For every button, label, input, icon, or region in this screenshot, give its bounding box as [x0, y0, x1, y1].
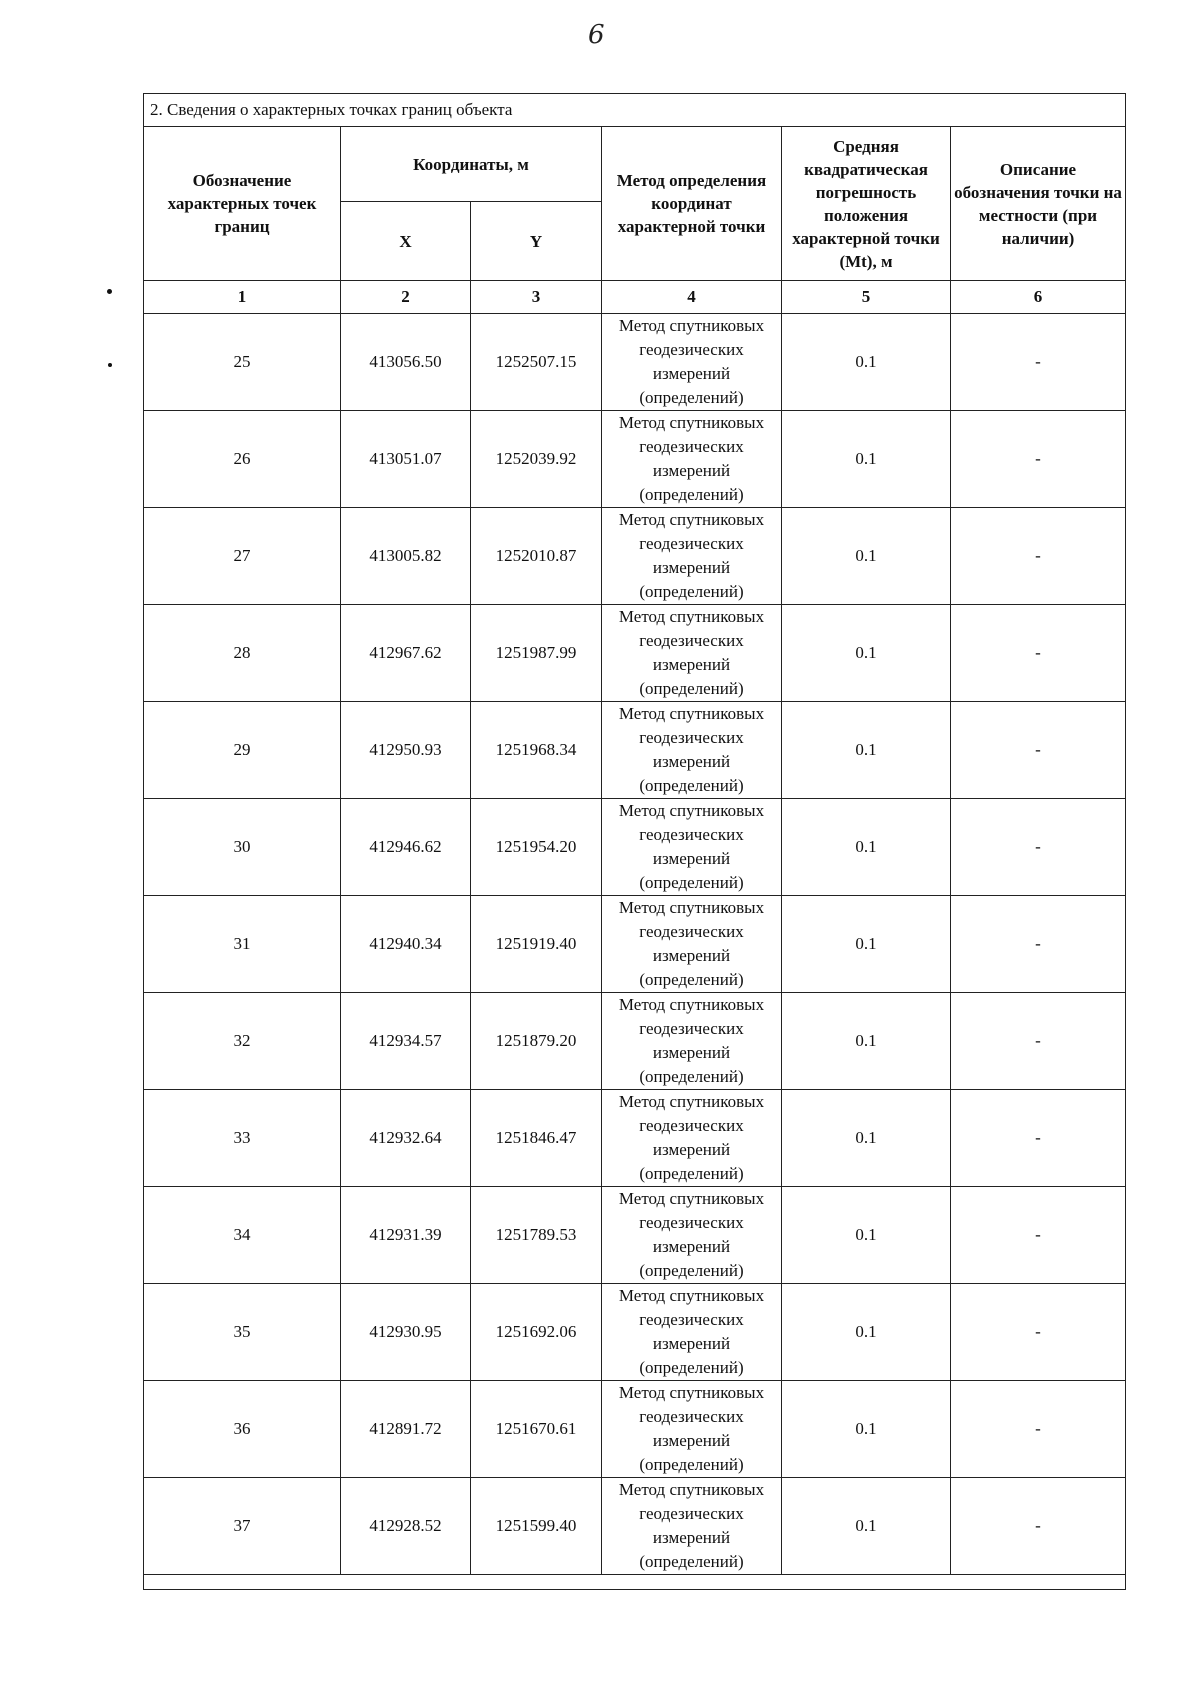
cell-coordinate-x: 412946.62 [341, 799, 471, 896]
cell-point-number: 25 [144, 314, 341, 411]
cell-method: Метод спутниковых геодезических измерений (определений) [602, 508, 782, 605]
cell-coordinate-y: 1252010.87 [471, 508, 602, 605]
cell-description: - [951, 1187, 1126, 1284]
cell-point-number: 35 [144, 1284, 341, 1381]
cell-coordinate-x: 413051.07 [341, 411, 471, 508]
cell-method: Метод спутниковых геодезических измерений (определений) [602, 1381, 782, 1478]
cell-coordinate-x: 412950.93 [341, 702, 471, 799]
cell-mean-error: 0.1 [782, 896, 951, 993]
cell-coordinate-y: 1251692.06 [471, 1284, 602, 1381]
cell-description: - [951, 799, 1126, 896]
cell-description: - [951, 314, 1126, 411]
header-mean-error: Средняя квадратическая погрешность положения характерной точки (Mt), м [782, 127, 951, 281]
margin-dot-mark [107, 289, 112, 294]
cell-coordinate-x: 412934.57 [341, 993, 471, 1090]
cell-method: Метод спутниковых геодезических измерений (определений) [602, 314, 782, 411]
cell-method: Метод спутниковых геодезических измерений (определений) [602, 1187, 782, 1284]
cell-coordinate-x: 412940.34 [341, 896, 471, 993]
boundary-points-table-container [143, 93, 1126, 1590]
cell-description: - [951, 1478, 1126, 1575]
table-row [144, 411, 1126, 508]
cell-description: - [951, 993, 1126, 1090]
cell-coordinate-y: 1251846.47 [471, 1090, 602, 1187]
cell-point-number: 29 [144, 702, 341, 799]
cell-mean-error: 0.1 [782, 605, 951, 702]
table-row [144, 799, 1126, 896]
cell-mean-error: 0.1 [782, 993, 951, 1090]
cell-description: - [951, 508, 1126, 605]
margin-dot-mark [108, 363, 112, 367]
cell-mean-error: 0.1 [782, 1478, 951, 1575]
table-row [144, 605, 1126, 702]
cell-coordinate-y: 1252507.15 [471, 314, 602, 411]
cell-description: - [951, 1284, 1126, 1381]
cell-coordinate-x: 413056.50 [341, 314, 471, 411]
cell-description: - [951, 896, 1126, 993]
header-point-designation: Обозначение характерных точек границ [144, 127, 341, 281]
cell-method: Метод спутниковых геодезических измерений (определений) [602, 993, 782, 1090]
cell-coordinate-y: 1251954.20 [471, 799, 602, 896]
table-footer-cell [144, 1575, 1126, 1590]
cell-description: - [951, 1381, 1126, 1478]
section-title: 2. Сведения о характерных точках границ объекта [144, 94, 1126, 127]
table-body [144, 314, 1126, 1575]
cell-coordinate-y: 1251987.99 [471, 605, 602, 702]
cell-method: Метод спутниковых геодезических измерений (определений) [602, 411, 782, 508]
boundary-points-table [143, 93, 1126, 1590]
cell-coordinate-y: 1251599.40 [471, 1478, 602, 1575]
header-description: Описание обозначения точки на местности (при наличии) [951, 127, 1126, 281]
column-number: 2 [341, 281, 471, 314]
cell-point-number: 33 [144, 1090, 341, 1187]
cell-coordinate-x: 412928.52 [341, 1478, 471, 1575]
column-number: 4 [602, 281, 782, 314]
cell-method: Метод спутниковых геодезических измерений (определений) [602, 1284, 782, 1381]
cell-description: - [951, 1090, 1126, 1187]
cell-point-number: 32 [144, 993, 341, 1090]
cell-description: - [951, 702, 1126, 799]
cell-mean-error: 0.1 [782, 1381, 951, 1478]
cell-method: Метод спутниковых геодезических измерений (определений) [602, 702, 782, 799]
cell-mean-error: 0.1 [782, 314, 951, 411]
column-number-row [144, 281, 1126, 314]
cell-mean-error: 0.1 [782, 411, 951, 508]
cell-mean-error: 0.1 [782, 1284, 951, 1381]
column-number: 6 [951, 281, 1126, 314]
cell-point-number: 31 [144, 896, 341, 993]
cell-coordinate-y: 1252039.92 [471, 411, 602, 508]
table-footer-row [144, 1575, 1126, 1590]
cell-method: Метод спутниковых геодезических измерений (определений) [602, 1090, 782, 1187]
table-row [144, 1381, 1126, 1478]
cell-coordinate-x: 412891.72 [341, 1381, 471, 1478]
column-number: 1 [144, 281, 341, 314]
cell-description: - [951, 605, 1126, 702]
cell-mean-error: 0.1 [782, 1090, 951, 1187]
table-row [144, 1090, 1126, 1187]
cell-point-number: 27 [144, 508, 341, 605]
table-row [144, 508, 1126, 605]
cell-mean-error: 0.1 [782, 702, 951, 799]
cell-coordinate-y: 1251789.53 [471, 1187, 602, 1284]
cell-point-number: 30 [144, 799, 341, 896]
header-x: X [341, 202, 471, 281]
cell-point-number: 28 [144, 605, 341, 702]
header-coordinates: Координаты, м [341, 127, 602, 202]
cell-coordinate-y: 1251968.34 [471, 702, 602, 799]
table-row [144, 1284, 1126, 1381]
table-row [144, 1478, 1126, 1575]
cell-coordinate-y: 1251879.20 [471, 993, 602, 1090]
cell-coordinate-x: 412932.64 [341, 1090, 471, 1187]
cell-mean-error: 0.1 [782, 508, 951, 605]
table-row [144, 314, 1126, 411]
column-number: 5 [782, 281, 951, 314]
cell-point-number: 36 [144, 1381, 341, 1478]
cell-coordinate-y: 1251919.40 [471, 896, 602, 993]
cell-coordinate-x: 412931.39 [341, 1187, 471, 1284]
header-method: Метод определения координат характерной точки [602, 127, 782, 281]
column-number: 3 [471, 281, 602, 314]
cell-point-number: 37 [144, 1478, 341, 1575]
cell-method: Метод спутниковых геодезических измерений (определений) [602, 799, 782, 896]
page-number: 6 [588, 20, 605, 50]
cell-mean-error: 0.1 [782, 799, 951, 896]
header-y: Y [471, 202, 602, 281]
cell-method: Метод спутниковых геодезических измерений (определений) [602, 896, 782, 993]
cell-coordinate-x: 412967.62 [341, 605, 471, 702]
cell-method: Метод спутниковых геодезических измерений (определений) [602, 1478, 782, 1575]
table-row [144, 702, 1126, 799]
cell-coordinate-x: 413005.82 [341, 508, 471, 605]
cell-description: - [951, 411, 1126, 508]
table-row [144, 993, 1126, 1090]
cell-coordinate-y: 1251670.61 [471, 1381, 602, 1478]
cell-point-number: 26 [144, 411, 341, 508]
table-row [144, 896, 1126, 993]
cell-method: Метод спутниковых геодезических измерений (определений) [602, 605, 782, 702]
cell-coordinate-x: 412930.95 [341, 1284, 471, 1381]
cell-mean-error: 0.1 [782, 1187, 951, 1284]
cell-point-number: 34 [144, 1187, 341, 1284]
table-row [144, 1187, 1126, 1284]
